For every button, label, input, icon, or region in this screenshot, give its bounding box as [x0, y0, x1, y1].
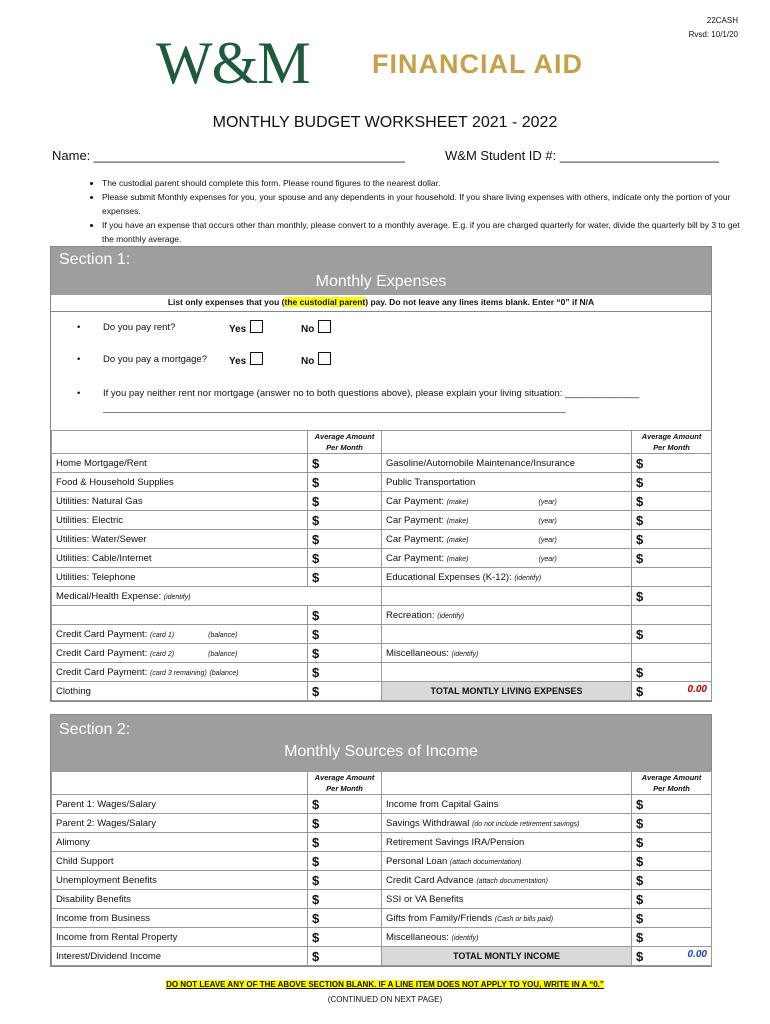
- amount-field[interactable]: $: [308, 682, 382, 701]
- amount-field[interactable]: $: [308, 663, 382, 682]
- income-label: Child Support: [52, 852, 308, 871]
- table-row: [52, 606, 712, 625]
- table-row: [52, 473, 712, 492]
- amount-field[interactable]: $: [632, 871, 712, 890]
- amount-field[interactable]: $: [632, 587, 712, 606]
- amount-field[interactable]: $: [308, 947, 382, 966]
- income-label: SSI or VA Benefits: [382, 890, 632, 909]
- income-label: Interest/Dividend Income: [52, 947, 308, 966]
- expense-label: Clothing: [52, 682, 308, 701]
- amount-field[interactable]: $: [308, 568, 382, 587]
- footer-warning: DO NOT LEAVE ANY OF THE ABOVE SECTION BLANK. IF A LINE ITEM DOES NOT APPLY TO YOU, WRITE IN A “0.”: [166, 980, 604, 989]
- amount-field[interactable]: $: [632, 625, 712, 644]
- living-situation-line[interactable]: ________________________________________________________________________________________________________: [103, 404, 566, 413]
- amount-field[interactable]: $: [308, 511, 382, 530]
- amount-field[interactable]: $: [308, 606, 382, 625]
- table-row: [52, 871, 712, 890]
- custodial-parent-highlight: the custodial parent: [284, 297, 366, 307]
- amount-field[interactable]: $: [308, 814, 382, 833]
- section-1-note: List only expenses that you (the custodial parent) pay. Do not leave any lines items blank. Enter “0” if N/A: [51, 295, 711, 311]
- income-label: Disability Benefits: [52, 890, 308, 909]
- expense-label: Car Payment: (make) (year): [382, 492, 632, 511]
- table-row: [52, 644, 712, 663]
- student-id-field[interactable]: W&M Student ID #: ______________________: [445, 148, 719, 163]
- checkbox-icon[interactable]: [318, 352, 331, 365]
- total-expenses-field[interactable]: $ 0.00: [632, 682, 712, 701]
- expense-label: Car Payment: (make) (year): [382, 530, 632, 549]
- income-label: Parent 1: Wages/Salary: [52, 795, 308, 814]
- expense-label: Home Mortgage/Rent: [52, 454, 308, 473]
- instruction-item: • The custodial parent should complete this form. Please round figures to the nearest dollar.: [102, 176, 742, 190]
- mortgage-no[interactable]: No: [301, 352, 331, 367]
- mortgage-question: Do you pay a mortgage?: [103, 354, 208, 365]
- total-income-field[interactable]: $ 0.00: [632, 947, 712, 966]
- page-title: MONTHLY BUDGET WORKSHEET 2021 - 2022: [212, 114, 558, 131]
- expense-label: Car Payment: (make) (year): [382, 549, 632, 568]
- income-label: Personal Loan (attach documentation): [382, 852, 632, 871]
- amount-field[interactable]: $: [308, 454, 382, 473]
- checkbox-icon[interactable]: [250, 320, 263, 333]
- expense-label: Medical/Health Expense: (identify): [52, 587, 382, 606]
- amount-field[interactable]: $: [632, 511, 712, 530]
- amount-field[interactable]: $: [308, 644, 382, 663]
- income-label: Income from Capital Gains: [382, 795, 632, 814]
- section-2-label: Section 2:: [59, 721, 131, 738]
- amount-field[interactable]: $: [632, 492, 712, 511]
- expense-label: Miscellaneous: (identify): [382, 644, 632, 663]
- expense-label: Credit Card Payment: (card 1) (balance): [52, 625, 308, 644]
- amount-field[interactable]: $: [632, 530, 712, 549]
- amount-field[interactable]: $: [632, 833, 712, 852]
- amount-field[interactable]: $: [308, 909, 382, 928]
- income-label: Unemployment Benefits: [52, 871, 308, 890]
- amount-field[interactable]: $: [632, 852, 712, 871]
- table-row: [52, 587, 712, 606]
- expense-label: Utilities: Electric: [52, 511, 308, 530]
- expense-label: Gasoline/Automobile Maintenance/Insurance: [382, 454, 632, 473]
- table-row: [52, 530, 712, 549]
- income-table: [51, 771, 712, 966]
- table-row: [52, 492, 712, 511]
- rent-yes[interactable]: Yes: [229, 320, 263, 335]
- income-label: Alimony: [52, 833, 308, 852]
- income-label: Retirement Savings IRA/Pension: [382, 833, 632, 852]
- amount-field[interactable]: $: [632, 454, 712, 473]
- total-income-value: 0.00: [687, 948, 707, 960]
- rent-no[interactable]: No: [301, 320, 331, 335]
- table-row: [52, 814, 712, 833]
- name-field[interactable]: Name: ___________________________________________: [52, 148, 405, 163]
- amount-field[interactable]: $: [632, 909, 712, 928]
- amount-field[interactable]: $: [632, 549, 712, 568]
- amount-field[interactable]: $: [632, 814, 712, 833]
- instruction-item: • Please submit Monthly expenses for you, your spouse and any dependents in your household. If you share living expenses with others, indicate only the portion of your expenses.: [102, 190, 742, 218]
- income-label: Credit Card Advance (attach documentation): [382, 871, 632, 890]
- section-1-label: Section 1:: [59, 251, 131, 268]
- amount-field[interactable]: $: [632, 890, 712, 909]
- expense-label: Recreation: (identify): [382, 606, 632, 625]
- section-1-title: Monthly Expenses: [315, 273, 447, 290]
- avg-amount-header: Average Amount Per Month: [632, 431, 712, 454]
- table-row: [52, 568, 712, 587]
- expense-label: Car Payment: (make) (year): [382, 511, 632, 530]
- income-label: Miscellaneous: (identify): [382, 928, 632, 947]
- amount-field[interactable]: $: [308, 473, 382, 492]
- table-row: [52, 947, 712, 966]
- expenses-table: [51, 430, 712, 701]
- income-label: Gifts from Family/Friends (Cash or bills paid): [382, 909, 632, 928]
- amount-field[interactable]: $: [308, 625, 382, 644]
- section-2-title: Monthly Sources of Income: [284, 743, 478, 760]
- rent-question: Do you pay rent?: [103, 322, 176, 333]
- living-situation-question[interactable]: If you pay neither rent nor mortgage (answer no to both questions above), please explain your living situation: ______________: [103, 388, 640, 399]
- expense-label: Utilities: Water/Sewer: [52, 530, 308, 549]
- section-1-header: [51, 247, 711, 295]
- table-row: [52, 454, 712, 473]
- table-row: [52, 663, 712, 682]
- table-row: [52, 852, 712, 871]
- section-2: [50, 714, 712, 967]
- amount-field[interactable]: $: [308, 549, 382, 568]
- total-income-label: TOTAL MONTLY INCOME: [382, 947, 632, 966]
- checkbox-icon[interactable]: [318, 320, 331, 333]
- expense-label: Public Transportation: [382, 473, 632, 492]
- housing-questions: • Do you pay rent? Yes No • Do you pay a mortgage? Yes No • If you pay neither rent nor mortgage (answer no to both questions above), please explain your living situation: ______________ ________________________________________________________________________________________________________: [51, 311, 711, 430]
- form-code: 22CASH: [706, 16, 738, 25]
- expense-label: Credit Card Payment: (card 3 remaining) (balance): [52, 663, 308, 682]
- expense-label: Credit Card Payment: (card 2) (balance): [52, 644, 308, 663]
- expense-label: Utilities: Telephone: [52, 568, 308, 587]
- table-row: [52, 909, 712, 928]
- avg-amount-header: Average Amount Per Month: [308, 431, 382, 454]
- amount-field[interactable]: $: [308, 492, 382, 511]
- amount-field[interactable]: $: [308, 852, 382, 871]
- table-row: [52, 549, 712, 568]
- income-label: Savings Withdrawal (do not include retirement savings): [382, 814, 632, 833]
- expense-label: Food & Household Supplies: [52, 473, 308, 492]
- amount-field[interactable]: $: [308, 871, 382, 890]
- table-row: [52, 511, 712, 530]
- expense-label: Utilities: Natural Gas: [52, 492, 308, 511]
- income-label: Parent 2: Wages/Salary: [52, 814, 308, 833]
- expense-label: Educational Expenses (K-12): (identify): [382, 568, 632, 587]
- table-row: [52, 890, 712, 909]
- instruction-item: • If you have an expense that occurs other than monthly, please convert to a monthly average. E.g. if you are charged quarterly for water, divide the quarterly bill by 3 to get the monthly average.: [102, 218, 742, 246]
- section-1: [50, 246, 712, 702]
- amount-field[interactable]: $: [632, 473, 712, 492]
- revised-date: Rvsd: 10/1/20: [688, 30, 738, 39]
- income-label: Income from Rental Property: [52, 928, 308, 947]
- table-row: [52, 928, 712, 947]
- expense-label: Utilities: Cable/Internet: [52, 549, 308, 568]
- financial-aid-logo-text: FINANCIAL AID: [372, 49, 583, 79]
- checkbox-icon[interactable]: [250, 352, 263, 365]
- amount-field[interactable]: $: [308, 795, 382, 814]
- avg-amount-header: Average Amount Per Month: [308, 772, 382, 795]
- amount-field[interactable]: $: [632, 663, 712, 682]
- income-label: Income from Business: [52, 909, 308, 928]
- total-expenses-value: 0.00: [687, 683, 707, 695]
- total-expenses-label: TOTAL MONTLY LIVING EXPENSES: [382, 682, 632, 701]
- mortgage-yes[interactable]: Yes: [229, 352, 263, 367]
- amount-field[interactable]: $: [308, 890, 382, 909]
- section-2-header: [51, 715, 711, 771]
- amount-field[interactable]: $: [632, 928, 712, 947]
- table-row: [52, 795, 712, 814]
- amount-field[interactable]: $: [632, 795, 712, 814]
- amount-field[interactable]: $: [308, 928, 382, 947]
- amount-field[interactable]: $: [308, 833, 382, 852]
- table-row: [52, 833, 712, 852]
- table-row: [52, 625, 712, 644]
- avg-amount-header: Average Amount Per Month: [632, 772, 712, 795]
- instructions-list: [64, 176, 742, 246]
- continued-note: (CONTINUED ON NEXT PAGE): [327, 995, 443, 1004]
- amount-field[interactable]: $: [308, 530, 382, 549]
- wm-logo: W&M: [156, 30, 310, 96]
- table-row: [52, 682, 712, 701]
